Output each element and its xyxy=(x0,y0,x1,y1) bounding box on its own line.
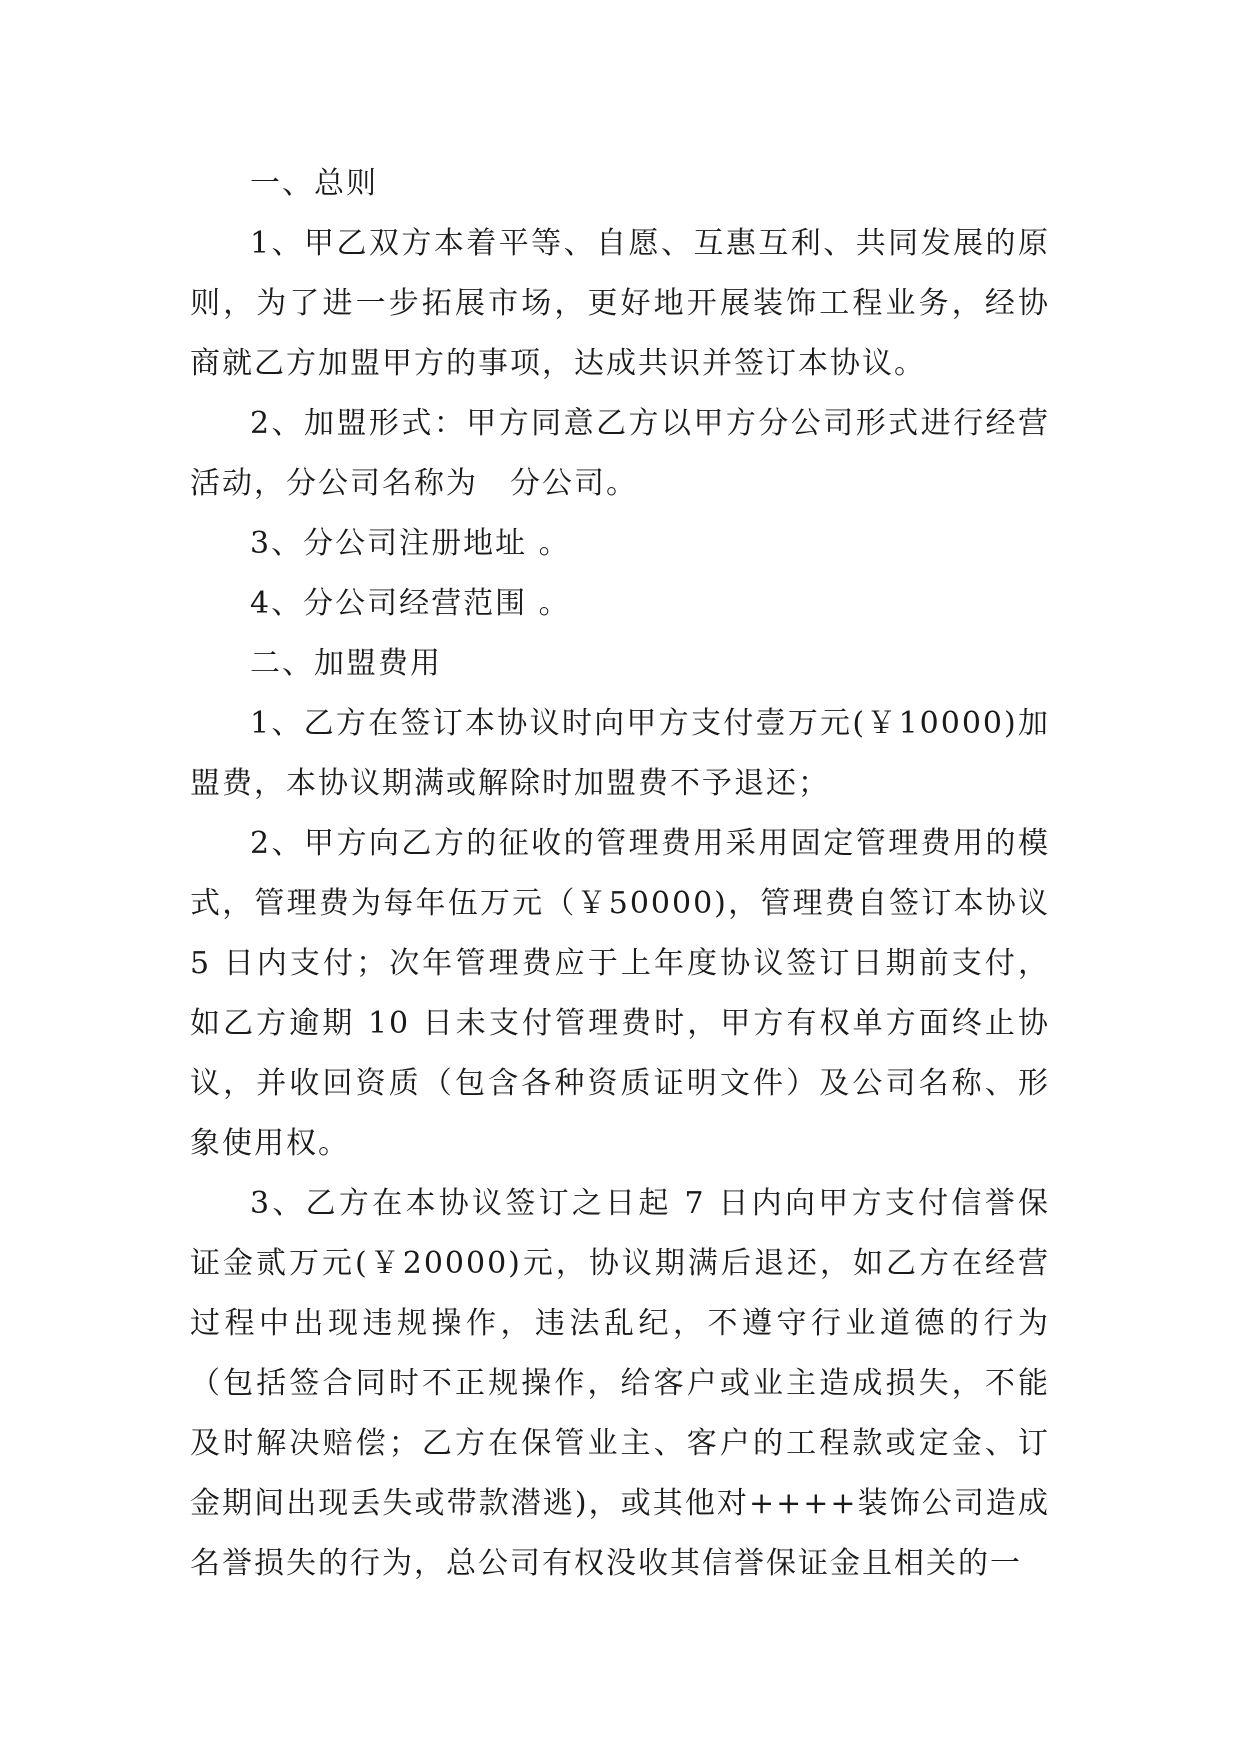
paragraph-principles: 1、甲乙双方本着平等、自愿、互惠互利、共同发展的原则，为了进一步拓展市场，更好地开展装饰工程业务，经协商就乙方加盟甲方的事项，达成共识并签订本协议。 xyxy=(190,226,1050,381)
paragraph-branch-scope: 4、分公司经营范围 。 xyxy=(250,586,571,621)
paragraph-branch-address: 3、分公司注册地址 。 xyxy=(250,526,571,561)
paragraph-franchise-form: 2、加盟形式：甲方同意乙方以甲方分公司形式进行经营活动，分公司名称为 分公司。 xyxy=(190,406,1050,501)
section-heading-general: 一、总则 xyxy=(250,166,378,201)
paragraph-deposit: 3、乙方在本协议签订之日起 7 日内向甲方支付信誉保证金贰万元(￥20000)元，协议期满后退还，如乙方在经营过程中出现违规操作，违法乱纪，不遵守行业道德的行为（包括签合同时不正规操作，给客户或业主造成损失，不能及时解决赔偿；乙方在保管业主、客户的工程款或定金、订金期间出现丢失或带款潜逃)，或其他对++++装饰公司造成名誉损失的行为，总公司有权没收其信誉保证金且相关的一 xyxy=(190,1186,1050,1581)
paragraph-franchise-fee: 1、乙方在签订本协议时向甲方支付壹万元(￥10000)加盟费，本协议期满或解除时加盟费不予退还； xyxy=(190,706,1050,801)
document-body xyxy=(190,154,1050,1594)
section-heading-fees: 二、加盟费用 xyxy=(250,646,442,681)
paragraph-management-fee: 2、甲方向乙方的征收的管理费用采用固定管理费用的模式，管理费为每年伍万元（￥50000)，管理费自签订本协议 5 日内支付；次年管理费应于上年度协议签订日期前支付，如乙方逾期 10 日未支付管理费时，甲方有权单方面终止协议，并收回资质（包含各种资质证明文件）及公司名称、形象使用权。 xyxy=(190,826,1050,1161)
